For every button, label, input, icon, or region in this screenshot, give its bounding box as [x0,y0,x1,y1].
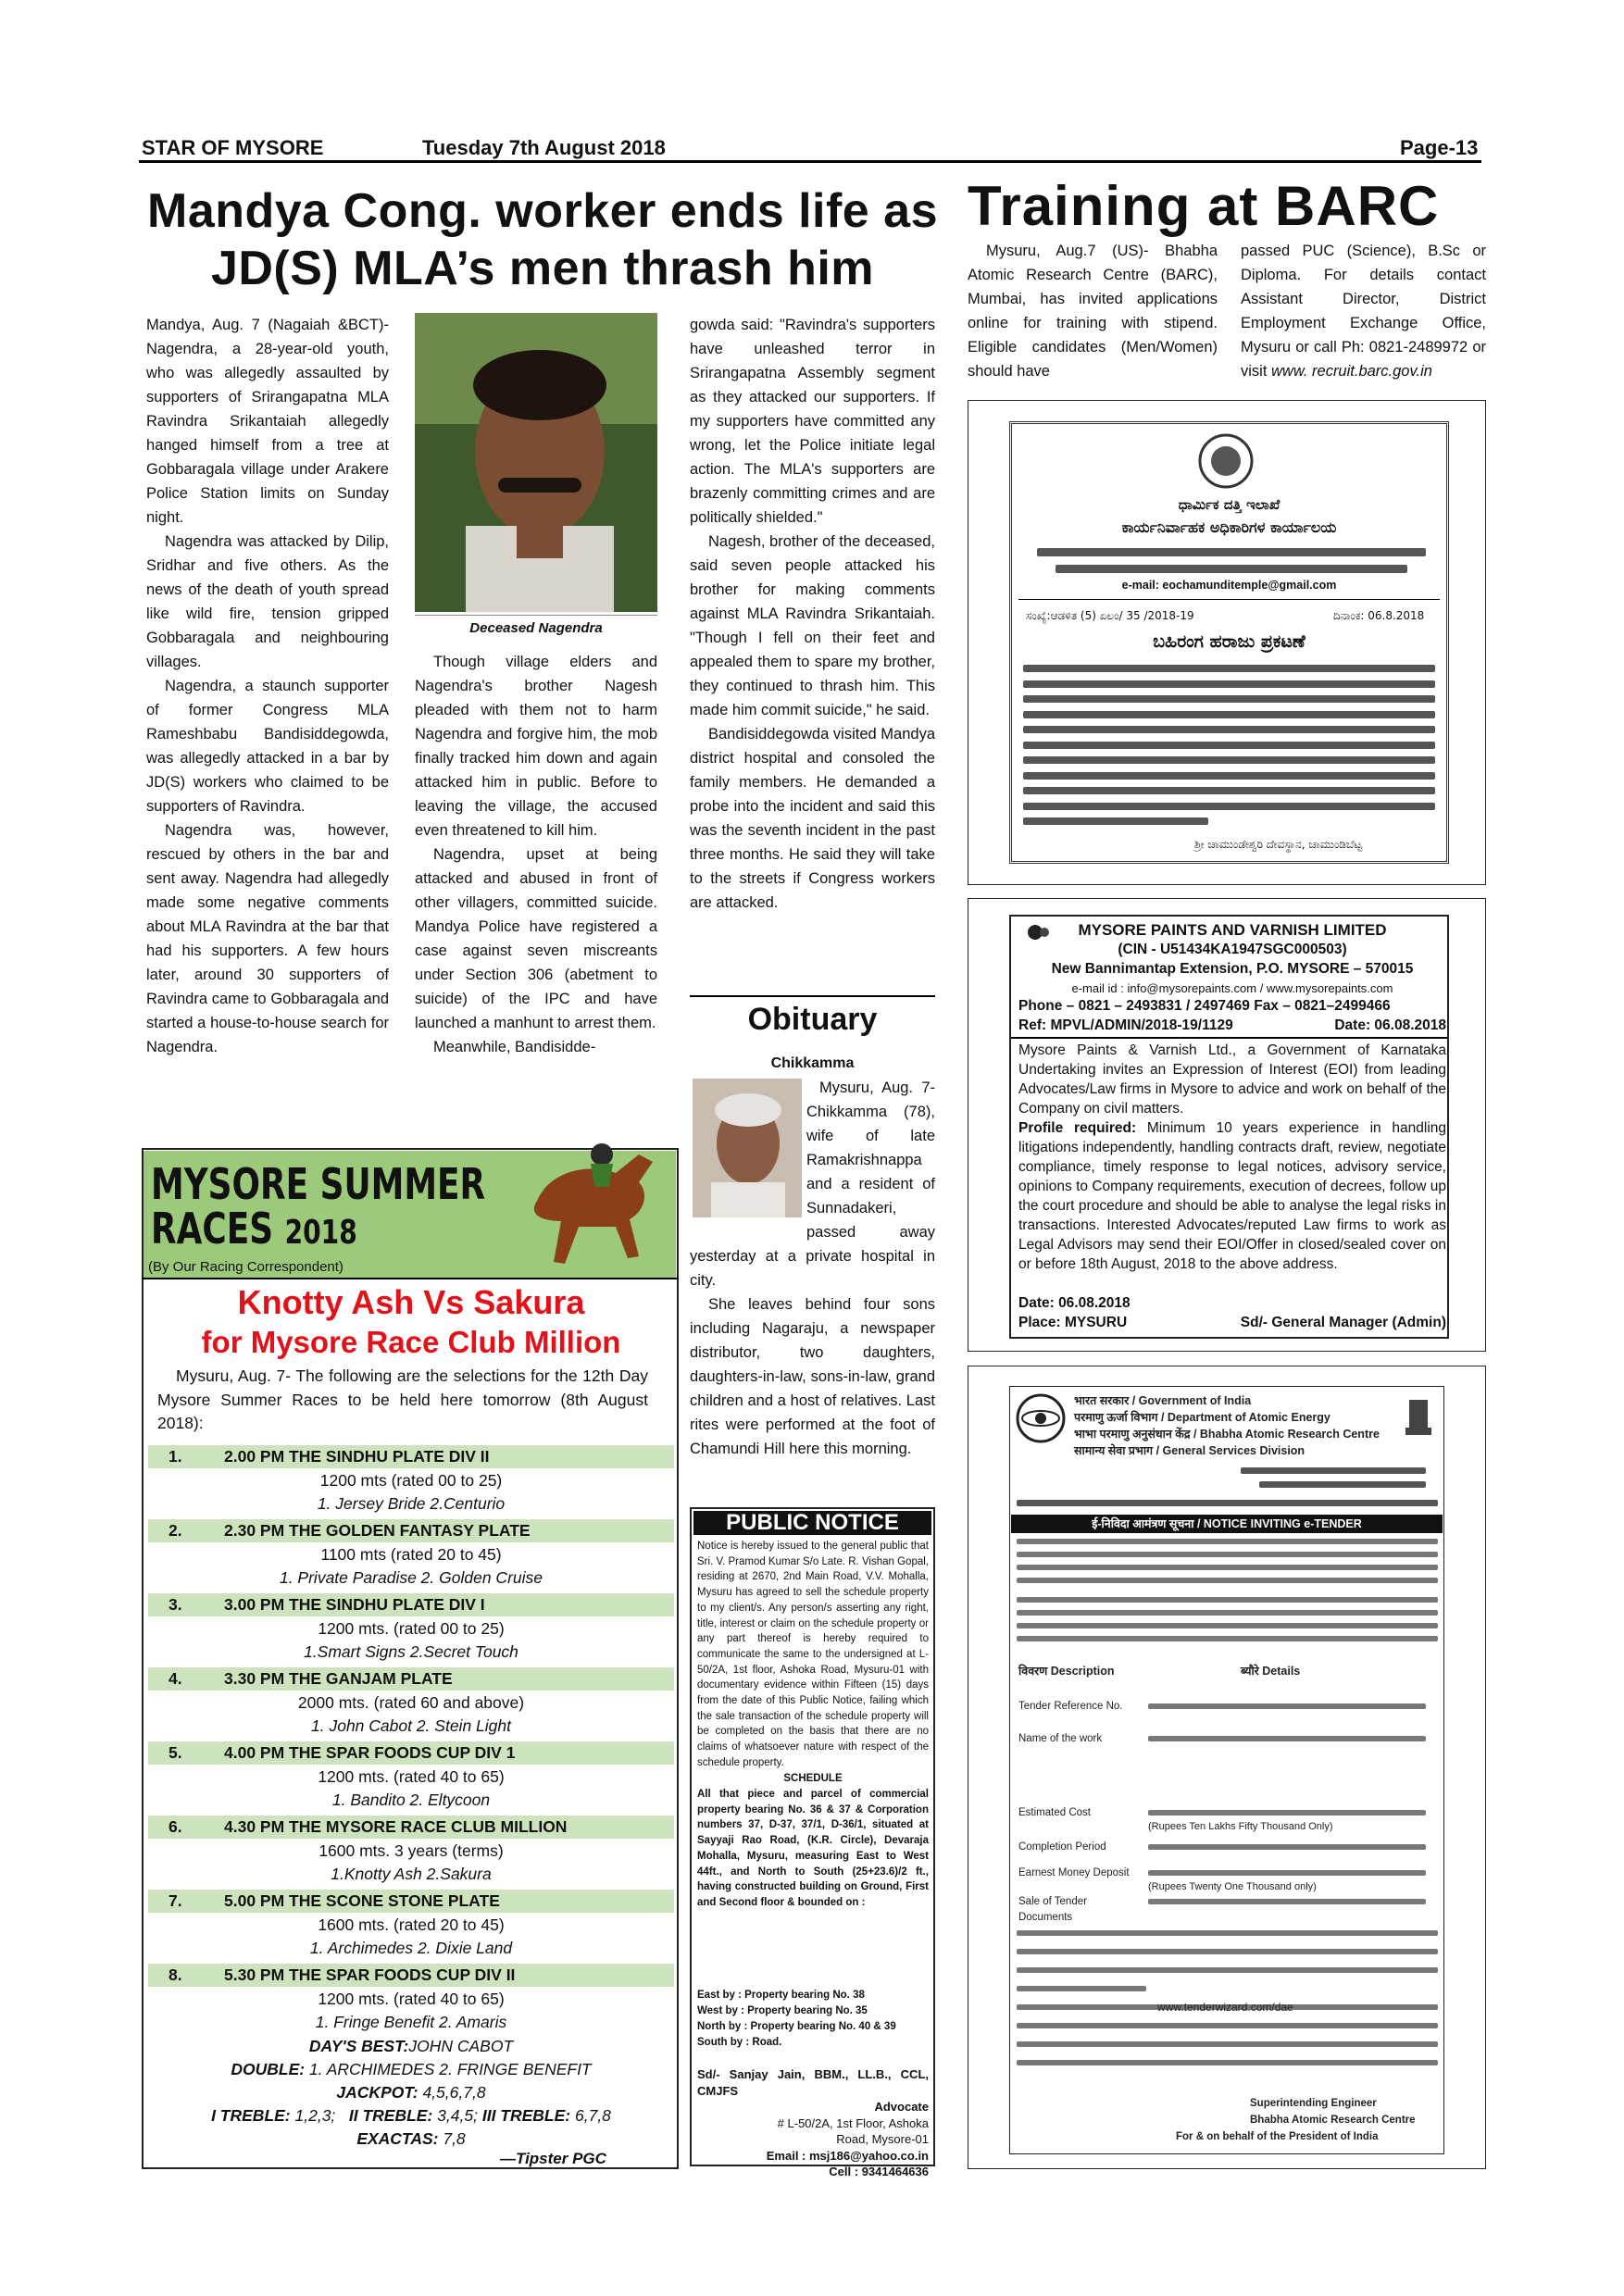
race-picks: 1. Private Paradise 2. Golden Cruise [279,1568,543,1587]
barc-paragraph: passed PUC (Science), B.Sc or Diploma. For details contact Assistant Director, District Employment Exchange Office, Mysuru or call Ph: 0821-2489972 or visit [1241,243,1486,380]
advocate-signature [697,2066,929,2180]
tender-row-value [1148,1703,1426,1709]
obituary-heading: Obituary [747,1002,878,1037]
race-picks: 1. Fringe Benefit 2. Amaris [315,2013,507,2031]
story-paragraph: gowda said: "Ravindra's supporters have unleashed terror in Srirangapatna Assembly segment as they attacked our supporters. If my supporters have committed any wrong, let the Police initiate legal action. The MLA's supporters are brazenly committing crimes and are politically shielded." [690,317,935,526]
barc-address-line [1259,1481,1426,1488]
race-number: 5. [169,1743,182,1762]
kannada-body-line [1023,695,1435,703]
race-distance: 1600 mts. (rated 20 to 45) [318,1915,505,1934]
story-col-1 [146,313,389,1059]
race-distance: 2000 mts. (rated 60 and above) [297,1693,525,1712]
race-distance: 1200 mts. (rated 00 to 25) [318,1619,505,1638]
story-col-3 [690,313,935,915]
karnataka-emblem-icon [1196,431,1255,491]
race-title: 4.30 PM THE MYSORE RACE CLUB MILLION [224,1817,568,1836]
race-number: 3. [169,1595,182,1614]
barc-gov: भारत सरकार / Government of India [1074,1394,1252,1407]
story-paragraph: Mandya, Aug. 7 (Nagaiah &BCT)- Nagendra, a 28-year-old youth, who was allegedly assaulted by supporters of Srirangapatna MLA Ravindra Srikantaiah allegedly hanged himself from a tree at Gobbaragala village under Arakere Police Station limits on Sunday night. [146,317,389,526]
kannada-dept: ಧಾರ್ಮಿಕ ದತ್ತಿ ಇಲಾಖೆ [1178,496,1280,513]
boundary-south: South by : Road. [697,2037,782,2048]
days-best-label: DAY'S BEST: [308,2037,409,2055]
portrait-image [415,313,657,612]
schedule-heading: SCHEDULE [783,1773,843,1784]
mpvl-phone: Phone – 0821 – 2493831 / 2497469 Fax – 0821–2499466 [1018,998,1391,1014]
exactas-label: EXACTAS: [356,2129,439,2148]
barc-body-line [1017,1623,1438,1628]
races-title-line-1: MYSORE SUMMER [151,1159,486,1209]
barc-col-2 [1241,239,1486,383]
kannada-body-line [1023,665,1435,672]
kannada-phone-line [1056,565,1407,573]
days-best [148,2035,674,2058]
double [148,2058,674,2081]
barc-body-line [1017,1539,1438,1544]
tender-row-value [1148,1844,1426,1850]
race-title: 4.00 PM THE SPAR FOODS CUP DIV 1 [224,1743,516,1762]
race-title: 3.00 PM THE SINDHU PLATE DIV I [224,1595,485,1614]
race-picks: 1.Smart Signs 2.Secret Touch [304,1642,518,1661]
race-distance: 1600 mts. 3 years (terms) [319,1841,504,1860]
obituary-name: Chikkamma [770,1055,855,1071]
barc-centre: भाभा परमाणु अनुसंधान केंद्र / Bhabha Atomic Research Centre [1074,1428,1380,1441]
kannada-body-line [1023,711,1435,718]
advocate-address-2: Road, Mysore-01 [836,2132,929,2146]
public-notice-heading: PUBLIC NOTICE [693,1511,931,1535]
races-summary [148,2035,674,2151]
race-distance: 1200 mts. (rated 40 to 65) [318,1990,505,2008]
barc-footer-line [1017,1930,1438,1936]
race-distance: 1200 mts. (rated 40 to 65) [318,1767,505,1786]
kannada-body-line [1023,680,1435,688]
race-picks: 1. Archimedes 2. Dixie Land [309,1939,513,1957]
race-title-row [148,1964,674,1987]
barc-footer-line [1017,1986,1146,1991]
mpvl-title: MYSORE PAINTS AND VARNISH LIMITED [1078,921,1387,939]
mpvl-body-1: Mysore Paints & Varnish Ltd., a Government of Karnataka Undertaking invites an Expression of Interest (EOI) from leading Advocates/Law firms in Mysore to advice and work on behalf of the Company on civil matters. [1018,1042,1446,1117]
race-title: 5.30 PM THE SPAR FOODS CUP DIV II [224,1965,516,1984]
advocate-name: Sd/- Sanjay Jain, BBM., LL.B., CCL, CMJFS [697,2067,929,2098]
tender-row-label: Estimated Cost [1018,1807,1091,1818]
kannada-email: e-mail: eochamunditemple@gmail.com [1121,579,1337,592]
mpvl-address: New Bannimantap Extension, P.O. MYSORE – 570015 [1051,961,1414,977]
mpvl-rule [1011,1037,1447,1039]
exactas-value: 7,8 [438,2129,466,2148]
kannada-body-line [1023,772,1435,780]
boundary-east: East by : Property bearing No. 38 [697,1990,865,2001]
jackpot [148,2081,674,2104]
race-number: 7. [169,1891,182,1910]
story-paragraph: Nagendra, a staunch supporter of former Congress MLA Rameshbabu Bandisiddegowda, was allegedly attacked in a bar by JD(S) workers who claimed to be supporters of Ravindra. [146,678,389,815]
mpvl-ref-number: Ref: MPVL/ADMIN/2018-19/1129 [1018,1017,1233,1033]
barc-body-line [1017,1565,1438,1570]
mpvl-sign: Sd/- General Manager (Admin) [1240,1315,1446,1330]
boundary-west: West by : Property bearing No. 35 [697,2005,868,2016]
barc-body-line [1017,1578,1438,1583]
tender-row-value [1148,1736,1426,1741]
mpvl-cin: (CIN - U51434KA1947SGC000503) [1118,942,1347,957]
table-head-desc: विवरण Description [1018,1665,1115,1678]
barc-body-line [1017,1636,1438,1641]
jackpot-value: 4,5,6,7,8 [418,2083,486,2102]
race-title-row [148,1890,674,1913]
kannada-address-line [1037,548,1426,556]
tender-value-text: (Rupees Ten Lakhs Fifty Thousand Only) [1148,1821,1333,1832]
mpvl-ref-date: Date: 06.08.2018 [1334,1017,1446,1033]
race-title-row [148,1741,674,1765]
race-number: 4. [169,1669,182,1688]
story-paragraph: Nagesh, brother of the deceased, said seven people attacked his brother for making comments against MLA Ravindra Srikantaiah. "Though I fell on their feet and appealed them to spare my brother, they continued to thrash him. This made him commit suicide," he said. [690,533,935,718]
obituary-paragraph: She leaves behind four sons including Nagaraju, a newspaper distributor, two daughters, daughters-in-law, sons-in-law, grand children and a host of relatives. Last rites were performed at the foot of Chamundi Hill here this morning. [690,1296,935,1457]
advocate-address-1: # L-50/2A, 1st Floor, Ashoka [777,2115,929,2130]
boundary-north: North by : Property bearing No. 40 & 39 [697,2021,896,2032]
race-picks: 1. Bandito 2. Eltycoon [331,1791,491,1809]
kannada-sign: ಶ್ರೀ ಚಾಮುಂಡೇಶ್ವರಿ ದೇವಸ್ಥಾನ, ಚಾಮುಂಡಿಬೆಟ್ಟ [1194,838,1363,851]
races-intro: Mysuru, Aug. 7- The following are the selections for the 12th Day Mysore Summer Races to be held here tomorrow (8th August 2018): [157,1366,648,1432]
mpvl-body-2 [1018,1118,1446,1274]
barc-footer-1: Superintending Engineer [1250,2098,1377,2109]
mpvl-place: Place: MYSURU [1018,1315,1128,1330]
advocate-email: Email : msj186@yahoo.co.in [766,2148,929,2163]
tender-value-text: (Rupees Twenty One Thousand only) [1148,1881,1317,1892]
barc-footer-line [1017,1967,1438,1973]
barc-tender-banner: ई-निविदा आमंत्रण सूचना / NOTICE INVITING e-TENDER [1011,1515,1443,1533]
race-title: 2.30 PM THE GOLDEN FANTASY PLATE [224,1521,531,1540]
race-distance: 1100 mts (rated 20 to 45) [320,1545,502,1564]
tender-row-value [1148,1810,1426,1816]
jackpot-label: JACKPOT: [336,2083,418,2102]
barc-footer-line [1017,2041,1438,2047]
race-title-row [148,1593,674,1616]
barc-body-line [1017,1610,1438,1616]
tender-row-value [1148,1870,1426,1876]
treble-1-label: I TREBLE: [211,2106,291,2125]
kannada-body-line [1023,817,1208,825]
tender-row-label: Name of the work [1018,1733,1103,1744]
mpvl-date: Date: 06.08.2018 [1018,1295,1131,1311]
advocate-cell: Cell : 9341464636 [829,2165,929,2178]
barc-logo-icon [1015,1392,1067,1444]
table-head-details: ब्यौरे Details [1241,1665,1301,1678]
barc-dept: परमाणु ऊर्जा विभाग / Department of Atomic Energy [1074,1411,1330,1424]
main-headline-line-1: Mandya Cong. worker ends life as [147,184,938,238]
race-number: 1. [169,1447,182,1466]
kannada-body-line [1023,803,1435,810]
masthead-rule [139,160,1481,163]
barc-link: www. recruit.barc.gov.in [1271,363,1432,380]
barc-date-line [1017,1500,1438,1506]
kannada-ref: ಸಂಖ್ಯೆ:ಆಡಳಿತ (5) ಏಲಂ/ 35 /2018-19 [1026,609,1194,622]
boundaries [697,1988,929,2051]
race-title-row [148,1667,674,1691]
kannada-body-line [1023,742,1435,749]
obituary-paragraph: Mysuru, Aug. 7- Chikkamma (78), wife of late Ramakrishnappa and a resident of Sunnadakeri, passed away yesterday at a private hospital in city. [690,1079,935,1289]
mpvl-profile-label: Profile required: [1018,1120,1137,1136]
race-picks: 1. Jersey Bride 2.Centurio [317,1494,506,1513]
tender-row-value [1148,1899,1426,1904]
tender-row-label: Completion Period [1018,1841,1106,1853]
mpvl-email: e-mail id : info@mysorepaints.com / www.mysorepaints.com [1071,981,1393,995]
barc-address-line [1241,1467,1426,1474]
barc-footer-3: For & on behalf of the President of India [1176,2131,1379,2142]
kannada-body-line [1023,726,1435,733]
race-picks: 1.Knotty Ash 2.Sakura [331,1865,492,1883]
race-title: 2.00 PM THE SINDHU PLATE DIV II [224,1447,490,1466]
advocate-role: Advocate [874,2100,929,2114]
double-label: DOUBLE: [231,2060,306,2078]
race-picks: 1. John Cabot 2. Stein Light [311,1716,511,1735]
tender-row-label: Sale of Tender Documents [1018,1896,1087,1923]
national-emblem-icon [1400,1394,1437,1441]
barc-website: www.tenderwizard.com/dae [1157,2001,1293,2014]
kannada-date: ದಿನಾಂಕ: 06.8.2018 [1333,609,1425,622]
mpvl-ref [1018,1016,1446,1035]
kannada-rule [1018,599,1440,600]
races-byline: (By Our Racing Correspondent) [148,1259,344,1275]
main-headline [141,182,944,297]
race-distance: 1200 mts (rated 00 to 25) [319,1471,503,1490]
story-paragraph: Bandisiddegowda visited Mandya district hospital and consoled the family members. He demanded a probe into the incident and said this was the seventh incident in the past three months. He said they will take to the streets if Congress workers are attacked. [690,726,935,911]
tipster: —Tipster PGC [500,2150,606,2167]
barc-headline: Training at BARC [968,175,1440,237]
tender-row-label: Tender Reference No. [1018,1701,1123,1712]
story-col-2 [415,650,657,1059]
horse-icon [500,1117,676,1275]
story-paragraph: Though village elders and Nagendra's brother Nagesh pleaded with them not to harm Nagendra and forgive him, the mob finally tracked him down and again attacked him in public. Before to leaving the village, the accused even threatened to kill him. [415,654,657,839]
mpvl-footer [1018,1313,1446,1332]
trebles [148,2104,674,2128]
paper-name: STAR OF MYSORE [142,136,324,159]
obituary-text [690,1076,935,1461]
races-year: 2018 [284,1214,357,1252]
deceased-photo [415,313,657,612]
double-value: 1. ARCHIMEDES 2. FRINGE BENEFIT [305,2060,592,2078]
treble-1-value: 1,2,3; [290,2106,336,2125]
issue-date: Tuesday 7th August 2018 [422,136,666,159]
race-title-row [148,1816,674,1839]
exactas [148,2128,674,2151]
schedule-body: All that piece and parcel of commercial property bearing No. 36 & 37 & Corporation numbers 37, D-37, 37/1, D-36/1, situated at Sayyaji Rao Road, (K.R. Circle), Devaraja Mohalla, Mysuru, measuring East to West 44ft., and North to South (25+23.6)/2 ft., having constructed building on Ground, First and Second floor & bounded on : [697,1789,929,1908]
barc-footer-line [1017,2023,1438,2028]
kannada-heading: ಬಹಿರಂಗ ಹರಾಜು ಪ್ರಕಟಣೆ [1153,631,1305,652]
kannada-body-line [1023,756,1435,764]
race-number: 8. [169,1965,182,1984]
page-number: Page-13 [1400,136,1479,159]
race-title: 5.00 PM THE SCONE STONE PLATE [224,1891,500,1910]
story-paragraph: Nagendra, upset at being attacked and abused in front of other villagers, committed suicide. Mandya Police have registered a case against seven miscreants under Section 306 (abetment to suicide) of the IPC and have launched a manhunt to arrest them. [415,846,657,1031]
races-title [151,1159,486,1255]
kannada-office: ಕಾರ್ಯನಿರ್ವಾಹಕ ಅಧಿಕಾರಿಗಳ ಕಾರ್ಯಾಲಯ [1121,518,1337,536]
story-paragraph: Meanwhile, Bandisidde- [433,1039,596,1055]
story-paragraph: Nagendra was attacked by Dilip, Sridhar and five others. As the news of the death of youth spread like wild fire, tension gripped Gobbaragala and neighbouring villages. [146,533,389,670]
races-headline-1: Knotty Ash Vs Sakura [237,1283,585,1321]
barc-paragraph: Mysuru, Aug.7 (US)- Bhabha Atomic Research Centre (BARC), Mumbai, has invited applications online for training with stipend. Eligible candidates (Men/Women) should have [968,243,1218,380]
caption-rule [415,615,657,616]
barc-col-1 [968,239,1218,383]
race-title-row [148,1519,674,1542]
story-paragraph: Nagendra was, however, rescued by others in the bar and sent away. Nagendra had allegedly made some negative comments about MLA Ravindra at the bar that had his supporters. A few hours later, around 30 supporters of Ravindra came to Gobbaragala and started a house-to-house search for Nagendra. [146,822,389,1055]
race-number: 2. [169,1521,182,1540]
main-headline-line-2: JD(S) MLA’s men thrash him [210,242,875,295]
race-title: 3.30 PM THE GANJAM PLATE [224,1669,453,1688]
mpvl-profile-text: Minimum 10 years experience in handling litigations independently, handling contracts draft, review, negotiate compliance, timely response to legal notices, advisory service, opinions to Company requirements, execution of decrees, follow up the court procedure and should be able to analyse the legal risks in transactions. Interested Advocates/reputed Law firms to work as Legal Advisors may send their EOI/Offer in closed/sealed cover on or before 18th August, 2018 to the above address. [1018,1120,1447,1272]
barc-division: सामान्य सेवा प्रभाग / General Services Division [1074,1444,1305,1457]
barc-body-line [1017,1597,1438,1603]
tender-row-label: Earnest Money Deposit [1018,1867,1130,1878]
kannada-body-line [1023,787,1435,794]
races-headline-2: for Mysore Race Club Million [201,1325,621,1359]
races-title-line-2: RACES [151,1204,274,1254]
treble-2-value: 3,4,5; [432,2106,478,2125]
treble-2-label: II TREBLE: [348,2106,433,2125]
barc-footer-line [1017,2060,1438,2065]
obituary-rule [690,995,935,997]
treble-3-value: 6,7,8 [570,2106,611,2125]
treble-3-label: III TREBLE: [481,2106,571,2125]
barc-footer-2: Bhabha Atomic Research Centre [1250,2115,1416,2126]
public-notice-body: Notice is hereby issued to the general public that Sri. V. Pramod Kumar S/o Late. R. Vishan Gopal, residing at 2670, 2nd Main Road, V.V. Mohalla, Mysuru has agreed to sell the schedule property to my client/s. Any person/s asserting any right, title, interest or claim on the schedule property or any part thereof is hereby required to communicate the same to the undersigned at L-50/2A, 1st floor, Ashoka Road, Mysuru-01 with documentary evidence within Fifteen (15) days from the date of this Public Notice, failing which the sale transaction of the schedule property will be completed on the basis that there are no claims of whatsoever nature with respect of the schedule property. [697,1541,929,1768]
photo-caption: Deceased Nagendra [469,620,603,636]
barc-body-line [1017,1552,1438,1557]
days-best-value: JOHN CABOT [408,2037,514,2055]
race-number: 6. [169,1817,182,1836]
barc-footer-line [1017,1949,1438,1954]
race-title-row [148,1445,674,1468]
races-banner-rule [142,1278,679,1279]
